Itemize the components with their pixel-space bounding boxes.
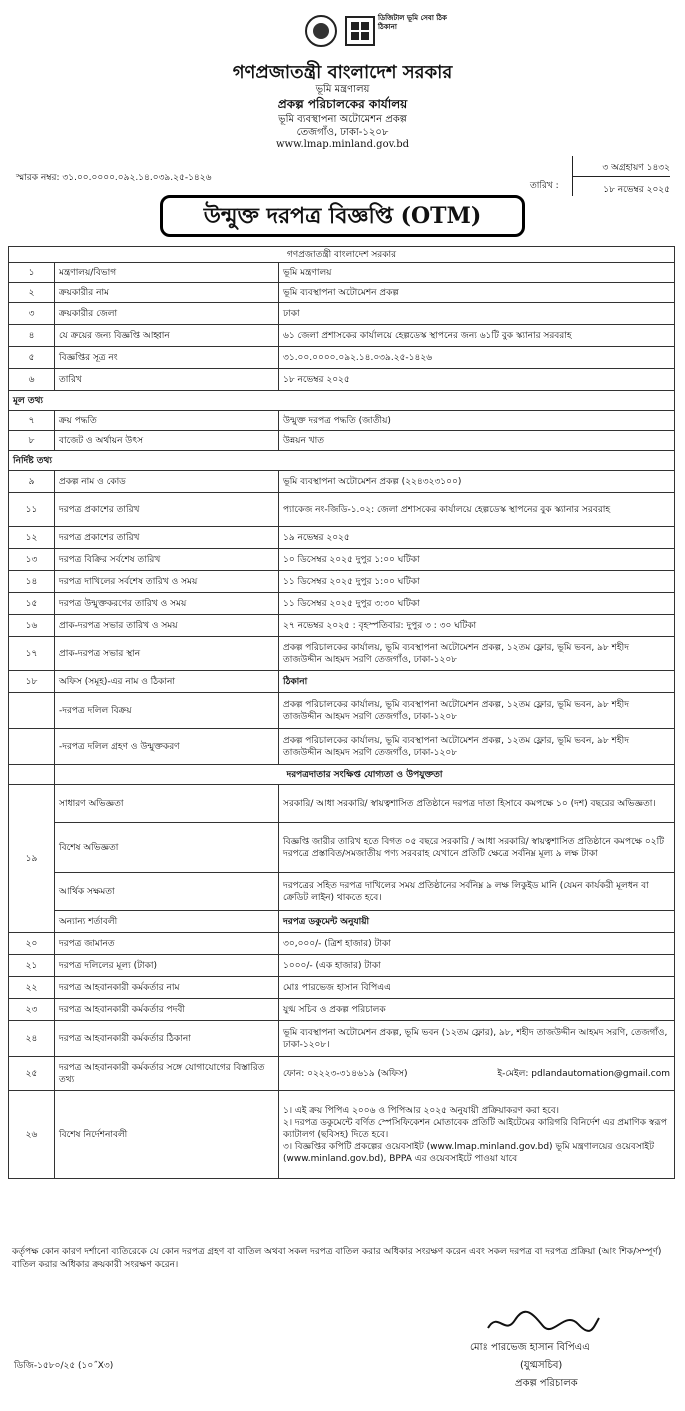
section-heading: নির্দিষ্ট তথ্য xyxy=(9,451,675,471)
office-name: প্রকল্প পরিচালকের কার্যালয় xyxy=(277,97,408,111)
table-cell: দরপত্র প্রকাশের তারিখ xyxy=(55,493,279,527)
table-cell: বিজ্ঞপ্তি জারীর তারিখ হতে বিগত ০৫ বছরে সরকারি / আধা সরকারি/ স্বায়ত্বশাসিত প্রতিষ্ঠানে কমপক্ষে ০২টি দরপত্রে প্রস্তাবিত/সমজাতীয় পণ্য সরবরাহ যেখানে প্রতিটি ক্ষেত্রে সর্বনিম্ন মূল্য ৯ লক্ষ টাকা xyxy=(279,823,675,873)
table-cell: ৭ xyxy=(9,411,55,431)
table-cell: বিজ্ঞপ্তির সূত্র নং xyxy=(55,347,279,369)
table-cell: প্রকল্প পরিচালকের কার্যালয়, ভূমি ব্যবস্থাপনা অটোমেশন প্রকল্প, ১২তম ফ্লোর, ভূমি ভবন, ৯৮ শহীদ তাজউদ্দীন আহমদ সরণি তেজগাঁও, ঢাকা-১২০৮ xyxy=(279,637,675,671)
table-cell: ৩০,০০০/- (ত্রিশ হাজার) টাকা xyxy=(279,933,675,955)
table-row xyxy=(9,325,675,347)
table-row xyxy=(9,823,675,873)
contact-email: ই-মেইল: pdlandautomation@gmail.com xyxy=(497,1068,670,1079)
memo-number: স্মারক নম্বর: ৩১.০০.০০০০.০৯২.১৪.০৩৯.২৫-১৪২৬ xyxy=(16,173,212,183)
table-row xyxy=(9,1021,675,1057)
date-box xyxy=(530,156,670,196)
table-cell: উন্নয়ন খাত xyxy=(279,431,675,451)
table-cell: ২১ xyxy=(9,955,55,977)
table-cell: আর্থিক সক্ষমতা xyxy=(55,873,279,911)
signatory-rank: (যুগ্মসচিব) xyxy=(520,1360,563,1371)
table-cell: ক্রয় পদ্ধতি xyxy=(55,411,279,431)
table-row xyxy=(9,999,675,1021)
table-row xyxy=(9,431,675,451)
table-cell: দরপত্র ডকুমেন্ট অনুযায়ী xyxy=(279,911,675,933)
table-cell: ক্রয়কারীর নাম xyxy=(55,283,279,303)
table-cell: ১৬ xyxy=(9,615,55,637)
table-cell: বিশেষ অভিজ্ঞতা xyxy=(55,823,279,873)
digital-land-service-logo-icon xyxy=(345,16,375,46)
table-cell: ঠিকানা xyxy=(279,671,675,693)
contact-phone: ফোন: ০২২২৩-৩১৪৬১৯ (অফিস) xyxy=(283,1068,408,1079)
table-row xyxy=(9,411,675,431)
table-cell: সরকারি/ আধা সরকারি/ স্বায়ত্বশাসিত প্রতিষ্ঠানে দরপত্র দাতা হিসাবে কমপক্ষে ১০ (দশ) বছরের অভিজ্ঞতা। xyxy=(279,785,675,823)
table-cell: যে ক্রয়ের জন্য বিজ্ঞপ্তি আহ্বান xyxy=(55,325,279,347)
section-heading: দরপত্রদাতার সংক্ষিপ্ত যোগ্যতা ও উপযুক্ততা xyxy=(55,765,675,785)
header-logos xyxy=(305,12,445,52)
table-cell xyxy=(9,765,55,785)
publication-code: ডিজি-১৫৮০/২৫ (১০˝X৩) xyxy=(14,1361,114,1371)
section-heading: মূল তথ্য xyxy=(9,391,675,411)
table-cell: যুগ্ম সচিব ও প্রকল্প পরিচালক xyxy=(279,999,675,1021)
table-row xyxy=(9,765,675,785)
table-cell: ১৯ xyxy=(9,785,55,933)
table-row xyxy=(9,391,675,411)
table-cell: দরপত্র উন্মুক্তকরণের তারিখ ও সময় xyxy=(55,593,279,615)
table-row xyxy=(9,785,675,823)
table-row xyxy=(9,283,675,303)
table-cell: ভূমি মন্ত্রণালয় xyxy=(279,263,675,283)
table-row xyxy=(9,263,675,283)
table-cell: বাজেট ও অর্থায়ন উৎস xyxy=(55,431,279,451)
signature-scribble xyxy=(483,1306,603,1340)
table-cell: অফিস (সমূহ)-এর নাম ও ঠিকানা xyxy=(55,671,279,693)
instruction-3: ৩। বিজ্ঞপ্তির কপিটি প্রকল্পের ওয়েবসাইট (www.lmap.minland.gov.bd) ভূমি মন্ত্রণালয়ের ওয়েবসাইট (www.minland.gov.bd), BPPA এর ওয়েবসাইটে পাওয়া যাবে xyxy=(283,1141,654,1164)
table-row xyxy=(9,347,675,369)
table-cell: ২০ xyxy=(9,933,55,955)
table-cell: ২৭ নভেম্বর ২০২৫ : বৃহস্পতিবার: দুপুর ৩ : ৩০ ঘটিকা xyxy=(279,615,675,637)
table-cell: ভূমি ব্যবস্থাপনা অটোমেশন প্রকল্প xyxy=(279,283,675,303)
authority-note: কর্তৃপক্ষ কোন কারণ দর্শানো ব্যতিরেকে যে কোন দরপত্র গ্রহণ বা বাতিল অথবা সকল দরপত্র বাতিল করার অধিকার সংরক্ষণ করেন এবং সকল দরপত্র বা দরপত্র প্রক্রিয়া (আং শিক/সম্পূর্ণ) বাতিল করার অধিকার ক্রয়কারী সংরক্ষণ করেন। xyxy=(12,1247,662,1270)
government-seal-icon xyxy=(305,15,337,47)
table-row xyxy=(9,1091,675,1179)
office-address: তেজগাঁও, ঢাকা-১২০৮ xyxy=(296,127,389,138)
table-cell: ৬ xyxy=(9,369,55,391)
table-cell: ৩১.০০.০০০০.০৯২.১৪.০৩৯.২৫-১৪২৬ xyxy=(279,347,675,369)
table-row xyxy=(9,451,675,471)
table-row xyxy=(9,527,675,549)
table-cell: প্রকল্প পরিচালকের কার্যালয়, ভূমি ব্যবস্থাপনা অটোমেশন প্রকল্প, ১২তম ফ্লোর, ভূমি ভবন, ৯৮ শহীদ তাজউদ্দীন আহমদ সরণি তেজগাঁও, ঢাকা-১২০৮ xyxy=(279,729,675,765)
table-cell: দরপত্র দলিলের মূল্য (টাকা) xyxy=(55,955,279,977)
table-row xyxy=(9,637,675,671)
logo-text: ডিজিটাল ভূমি সেবা ঠিক ঠিকানা xyxy=(378,14,447,31)
date-bangla: ৩ অগ্রহায়ণ ১৪৩২ xyxy=(602,163,670,173)
date-label: তারিখ : xyxy=(530,181,559,191)
table-cell: ভূমি ব্যবস্থাপনা অটোমেশন প্রকল্প, ভূমি ভবন (১২তম ফ্লোর), ৯৮, শহীদ তাজউদ্দীন আহমদ সরণি, তেজগাঁও, ঢাকা-১২০৮। xyxy=(279,1021,675,1057)
table-row xyxy=(9,693,675,729)
handwritten-signature xyxy=(483,1306,603,1340)
table-cell: ১৯ নভেম্বর ২০২৫ xyxy=(279,527,675,549)
table-cell: ২২ xyxy=(9,977,55,999)
table-cell: ১১ xyxy=(9,493,55,527)
table-cell: দরপত্র আহবানকারী কর্মকর্তার নাম xyxy=(55,977,279,999)
table-cell: বিশেষ নির্দেশনাবলী xyxy=(55,1091,279,1179)
project-website: www.lmap.minland.gov.bd xyxy=(275,139,410,150)
table-cell xyxy=(279,1091,675,1179)
table-row xyxy=(9,493,675,527)
table-cell: প্রকল্প নাম ও কোড xyxy=(55,471,279,493)
table-row xyxy=(9,471,675,493)
notice-title: উন্মুক্ত দরপত্র বিজ্ঞপ্তি (OTM) xyxy=(160,195,525,237)
table-cell: দরপত্র প্রকাশের তারিখ xyxy=(55,527,279,549)
table-cell: প্যাকেজ নং-জিডি-১.০২: জেলা প্রশাসকের কার্যালয়ে হেল্পডেস্ক স্থাপনের বুক স্ক্যানার সরবরাহ xyxy=(279,493,675,527)
table-cell: ৯ xyxy=(9,471,55,493)
instruction-1: ১। এই ক্রয় পিপিএ ২০০৬ ও পিপিআর ২০২৫ অনুযায়ী প্রক্রিয়াকরণ করা হবে। xyxy=(283,1105,560,1116)
table-cell: ১০০০/- (এক হাজার) টাকা xyxy=(279,955,675,977)
table-cell: ১২ xyxy=(9,527,55,549)
table-cell: দরপত্র আহবানকারী কর্মকর্তার পদবী xyxy=(55,999,279,1021)
table-cell xyxy=(279,1057,675,1091)
table-cell xyxy=(9,693,55,729)
table-row xyxy=(9,671,675,693)
project-name: ভূমি ব্যবস্থাপনা অটোমেশন প্রকল্প xyxy=(278,114,407,125)
table-row xyxy=(9,615,675,637)
table-cell xyxy=(9,729,55,765)
table-cell: ১০ ডিসেম্বর ২০২৫ দুপুর ১:০০ ঘটিকা xyxy=(279,549,675,571)
table-cell: -দরপত্র দলিল বিক্রয় xyxy=(55,693,279,729)
government-title: গণপ্রজাতন্ত্রী বাংলাদেশ সরকার xyxy=(232,62,453,83)
table-cell: ১৪ xyxy=(9,571,55,593)
table-cell: ২৫ xyxy=(9,1057,55,1091)
signatory-name: মোঃ পারভেজ হাসান বিপিএএ xyxy=(470,1342,590,1353)
table-cell: ৪ xyxy=(9,325,55,347)
table-row xyxy=(9,933,675,955)
table-cell: ৫ xyxy=(9,347,55,369)
table-row xyxy=(9,1057,675,1091)
table-row xyxy=(9,303,675,325)
table-cell: প্রকল্প পরিচালকের কার্যালয়, ভূমি ব্যবস্থাপনা অটোমেশন প্রকল্প, ১২তম ফ্লোর, ভূমি ভবন, ৯৮ শহীদ তাজউদ্দীন আহমদ সরণি তেজগাঁও, ঢাকা-১২০৮ xyxy=(279,693,675,729)
table-cell: প্রাক-দরপত্র সভার স্থান xyxy=(55,637,279,671)
table-row xyxy=(9,549,675,571)
table-cell: ২৩ xyxy=(9,999,55,1021)
signatory-designation: প্রকল্প পরিচালক xyxy=(515,1378,578,1389)
table-cell: ৬১ জেলা প্রশাসকের কার্যালয়ে হেল্পডেস্ক স্থাপনের জন্য ৬১টি বুক স্ক্যানার সরবরাহ xyxy=(279,325,675,347)
table-cell: ঢাকা xyxy=(279,303,675,325)
table-cell: ১১ ডিসেম্বর ২০২৫ দুপুর ৩:৩০ ঘটিকা xyxy=(279,593,675,615)
table-cell: ১ xyxy=(9,263,55,283)
table-row xyxy=(9,977,675,999)
table-cell: ক্রয়কারীর জেলা xyxy=(55,303,279,325)
table-cell: দরপত্র বিক্রির সর্বশেষ তারিখ xyxy=(55,549,279,571)
table-cell: ১৮ নভেম্বর ২০২৫ xyxy=(279,369,675,391)
table-cell: মোঃ পারভেজ হাসান বিপিএএ xyxy=(279,977,675,999)
table-row xyxy=(9,247,675,263)
table-cell: দরপত্র জামানত xyxy=(55,933,279,955)
table-cell: সাধারণ অভিজ্ঞতা xyxy=(55,785,279,823)
table-cell: দরপত্রের সহিত দরপত্র দাখিলের সময় প্রতিষ্ঠানের সর্বনিম্ন ৯ লক্ষ লিকুইড মানি (যেমন কার্যকরী মূলধন বা ক্রেডিট লাইন) থাকতে হবে। xyxy=(279,873,675,911)
table-top-header: গণপ্রজাতন্ত্রী বাংলাদেশ সরকার xyxy=(9,247,675,263)
table-cell: মন্ত্রণালয়/বিভাগ xyxy=(55,263,279,283)
table-row xyxy=(9,571,675,593)
table-cell: ১৫ xyxy=(9,593,55,615)
instruction-2: ২। দরপত্র ডকুমেন্টে বর্ণিত স্পেসিফিকেশন মোতাবেক প্রতিটি আইটেমের কারিগরি বিনির্দেশ এর প্রমাণিক স্বরূপ ক্যাটালগ (ছবিসহ) দিতে হবে। xyxy=(283,1117,668,1140)
table-cell: তারিখ xyxy=(55,369,279,391)
table-cell: ৮ xyxy=(9,431,55,451)
table-row xyxy=(9,729,675,765)
table-cell: ১৭ xyxy=(9,637,55,671)
table-cell: ১৩ xyxy=(9,549,55,571)
table-cell: উন্মুক্ত দরপত্র পদ্ধতি (জাতীয়) xyxy=(279,411,675,431)
table-cell: দরপত্র আহবানকারী কর্মকর্তার ঠিকানা xyxy=(55,1021,279,1057)
table-row xyxy=(9,593,675,615)
ministry-name: ভূমি মন্ত্রণালয় xyxy=(315,84,370,95)
date-english: ১৮ নভেম্বর ২০২৫ xyxy=(603,185,670,195)
table-cell: অন্যান্য শর্তাবলী xyxy=(55,911,279,933)
table-cell: ভূমি ব্যবস্থাপনা অটোমেশন প্রকল্প (২২৪৩২৩১০০) xyxy=(279,471,675,493)
table-row xyxy=(9,911,675,933)
table-cell: ১১ ডিসেম্বর ২০২৫ দুপুর ১:০০ ঘটিকা xyxy=(279,571,675,593)
table-cell: ২৪ xyxy=(9,1021,55,1057)
table-row xyxy=(9,955,675,977)
table-cell: দরপত্র দাখিলের সর্বশেষ তারিখ ও সময় xyxy=(55,571,279,593)
table-row xyxy=(9,369,675,391)
table-cell: প্রাক-দরপত্র সভার তারিখ ও সময় xyxy=(55,615,279,637)
table-cell: ২ xyxy=(9,283,55,303)
table-cell: দরপত্র আহবানকারী কর্মকর্তার সঙ্গে যোগাযোগের বিস্তারিত তথ্য xyxy=(55,1057,279,1091)
table-row xyxy=(9,873,675,911)
table-cell: -দরপত্র দলিল গ্রহণ ও উন্মুক্তকরণ xyxy=(55,729,279,765)
table-cell: ৩ xyxy=(9,303,55,325)
table-cell: ১৮ xyxy=(9,671,55,693)
table-cell: ২৬ xyxy=(9,1091,55,1179)
tender-info-table xyxy=(8,246,675,1179)
